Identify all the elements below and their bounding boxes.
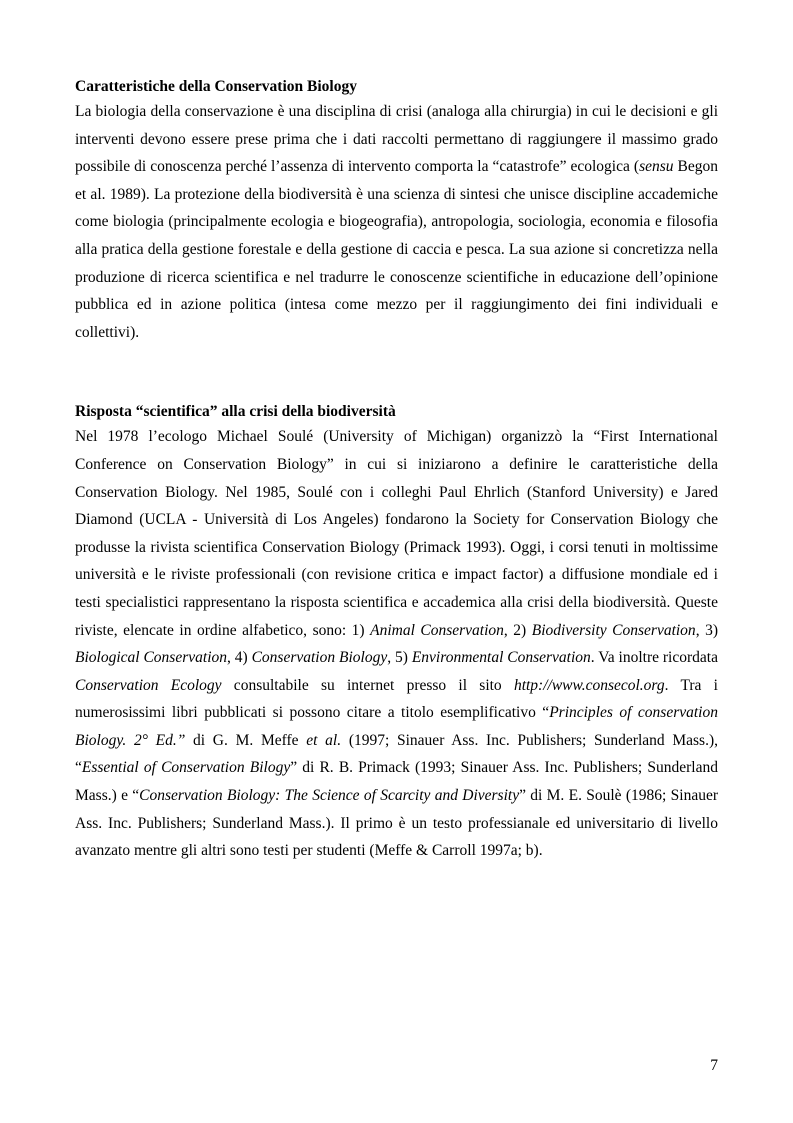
text-run: , 3) [695,621,718,639]
section-heading: Caratteristiche della Conservation Biology [75,78,357,95]
text-run: Begon et al. 1989). La protezione della biodiversità è una scienza di sintesi che unisce discipline accademiche come biologia (principalmente ecologia e biogeografia), antropologia, sociologia, economia e filosofia alla pratica della gestione forestale e della gestione di caccia e pesca. La sua azione si concretizza nella produzione di ricerca scientifica e nel tradurre le conoscenze scientifiche in educazione dell’opinione pubblica ed in azione politica (intesa come mezzo per il raggiungimento dei fini individuali e collettivi). [75,158,719,341]
book-title: Principles of conservation Biology. 2° Ed.” [75,704,718,749]
citation-et-al: et al. [306,731,342,749]
section-scientific-response [75,401,718,865]
text-run: ” di M. E. Soulè (1986; Sinauer Ass. Inc. Publishers; Sunderland Mass.). Il primo è un testo professianale ed universitario di livello avanzato mentre gli altri sono testi per studenti (Meffe & Carroll 1997a; b). [75,787,718,860]
text-run: La biologia della conservazione è una disciplina di crisi (analoga alla chirurgia) in cui le decisioni e gli interventi devono essere prese prima che i dati raccolti permettano di raggiungere il massimo grado possibile di conoscenza perché l’assenza di intervento comporta la “catastrofe” ecologica ( [75,103,718,176]
text-run: . Tra i numerosissimi libri pubblicati si possono citare a titolo esemplificativo “ [75,676,718,722]
italic-term: sensu [639,158,674,176]
text-run: , 5) [387,649,412,667]
section-paragraph [75,423,718,865]
text-run: , 2) [503,621,532,639]
section-conservation-biology-characteristics [75,76,718,346]
text-run: . Va inoltre ricordata [590,649,718,667]
text-run: (1997; Sinauer Ass. Inc. Publishers; Sunderland Mass.), “ [75,731,718,777]
journal-title: Conservation Ecology [75,676,222,694]
journal-title: Biodiversity Conservation [531,621,696,639]
section-heading: Risposta “scientifica” alla crisi della biodiversità [75,403,396,421]
text-run: , 4) [227,649,252,667]
text-run: ” di R. B. Primack (1993; Sinauer Ass. Inc. Publishers; Sunderland Mass.) e “ [75,759,718,805]
book-title: Conservation Biology: The Science of Scarcity and Diversity [139,787,520,805]
journal-title: Conservation Biology [251,649,388,667]
text-run: Nel 1978 l’ecologo Michael Soulé (University of Michigan) organizzò la “First International Conference on Conservation Biology” in cui si iniziarono a definire le caratteristiche della Conservation Biology. Nel 1985, Soulé con i colleghi Paul Ehrlich (Stanford University) e Jared Diamond (UCLA - Università di Los Angeles) fondarono la Society for Conservation Biology che produsse la rivista scientifica Conservation Biology (Primack 1993). Oggi, i corsi tenuti in moltissime università e le riviste professionali (con revisione critica e impact factor) a diffusione mondiale ed i testi specialistici rappresentano la risposta scientifica e accademica alla crisi della biodiversità. Queste riviste, elencate in ordine alfabetico, sono: 1) [75,428,718,639]
section-paragraph [75,98,718,346]
text-run: consultabile su internet presso il sito [221,676,514,694]
document-page [75,76,718,865]
page-number: 7 [710,1057,718,1074]
text-run: di G. M. Meffe [185,731,307,749]
book-title: Essential of Conservation Bilogy [81,759,291,777]
journal-title: Environmental Conservation [411,649,591,667]
journal-title: Biological Conservation [75,649,227,667]
journal-title: Animal Conservation [370,621,504,639]
website-url: http://www.consecol.org [513,676,665,694]
